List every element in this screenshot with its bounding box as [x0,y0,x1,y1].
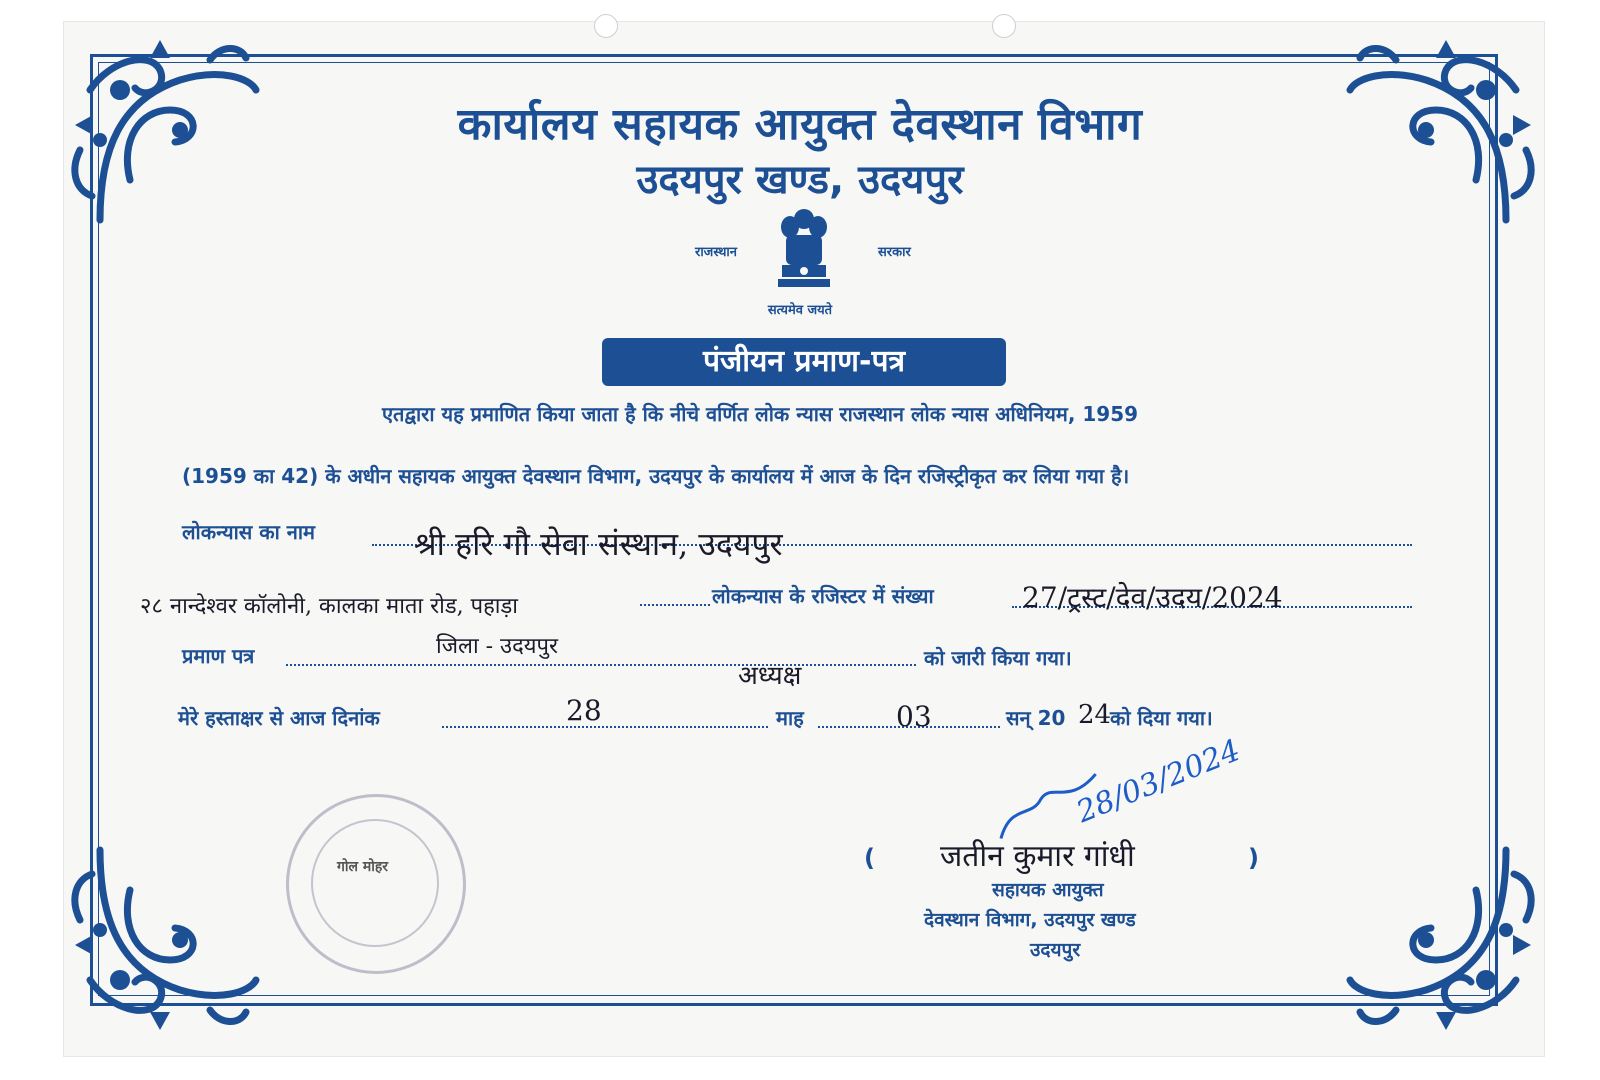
emblem-motto: सत्यमेव जयते [767,303,833,318]
issued-suffix: को जारी किया गया। [924,646,1072,670]
ornament-corner-icon [60,840,260,1040]
address-district-value: जिला - उदयपुर [436,634,559,659]
punch-hole [992,14,1016,38]
register-number-label: लोकन्यास के रजिस्टर में संख्या [712,584,934,608]
emblem-right-label: सरकार [878,245,911,260]
date-suffix: को दिया गया। [1110,706,1213,730]
round-seal-icon [286,794,466,974]
designation: सहायक आयुक्त [992,879,1104,901]
office-title: कार्यालय सहायक आयुक्त देवस्थान विभाग [457,99,1143,150]
dotted-line [286,664,916,666]
ornament-corner-icon [1346,840,1546,1040]
punch-hole [594,14,618,38]
dotted-line [640,604,710,606]
date-prefix-label: मेरे हस्ताक्षर से आज दिनांक [178,706,380,730]
emblem-left-label: राजस्थान [695,245,738,260]
certificate-label: प्रमाण पत्र [182,644,255,668]
register-number-value: 27/ट्रस्ट/देव/उदय/2024 [1022,581,1283,614]
date-day-value: 28 [566,694,602,727]
certificate-paragraph-line2: (1959 का 42) के अधीन सहायक आयुक्त देवस्थान विभाग, उदयपुर के कार्यालय में आज के दिन रजिस्ट्रीकृत कर लिया गया है। [182,464,1130,488]
department: देवस्थान विभाग, उदयपुर खण्ड [924,909,1136,931]
signatory-name: जतीन कुमार गांधी [940,839,1135,874]
seal-label: गोल मोहर [337,859,389,875]
month-value: 03 [896,700,932,733]
office-subtitle: उदयपुर खण्ड, उदयपुर [636,157,964,203]
place: उदयपुर [1030,939,1081,961]
ashoka-emblem-icon [772,205,836,295]
certificate-title-badge: पंजीयन प्रमाण-पत्र [602,338,1006,386]
year-value: 24 [1078,700,1112,730]
paren-open: ( [864,844,875,872]
month-label: माह [776,706,804,730]
trust-name-label: लोकन्यास का नाम [182,520,316,544]
paren-close: ) [1248,844,1259,872]
initials-date: 28/03/2024 [1071,732,1246,831]
address-value: २८ नान्देश्वर कॉलोनी, कालका माता रोड, पहाड़ा [140,594,518,619]
issued-to-value: अध्यक्ष [738,661,802,691]
certificate-paragraph-line1: एतद्वारा यह प्रमाणित किया जाता है कि नीचे वर्णित लोक न्यास राजस्थान लोक न्यास अधिनियम, 1959 [382,402,1139,426]
year-prefix: सन् 20 [1006,706,1066,730]
trust-name-value: श्री हरि गौ सेवा संस्थान, उदयपुर [414,525,783,563]
dotted-line [442,726,768,728]
